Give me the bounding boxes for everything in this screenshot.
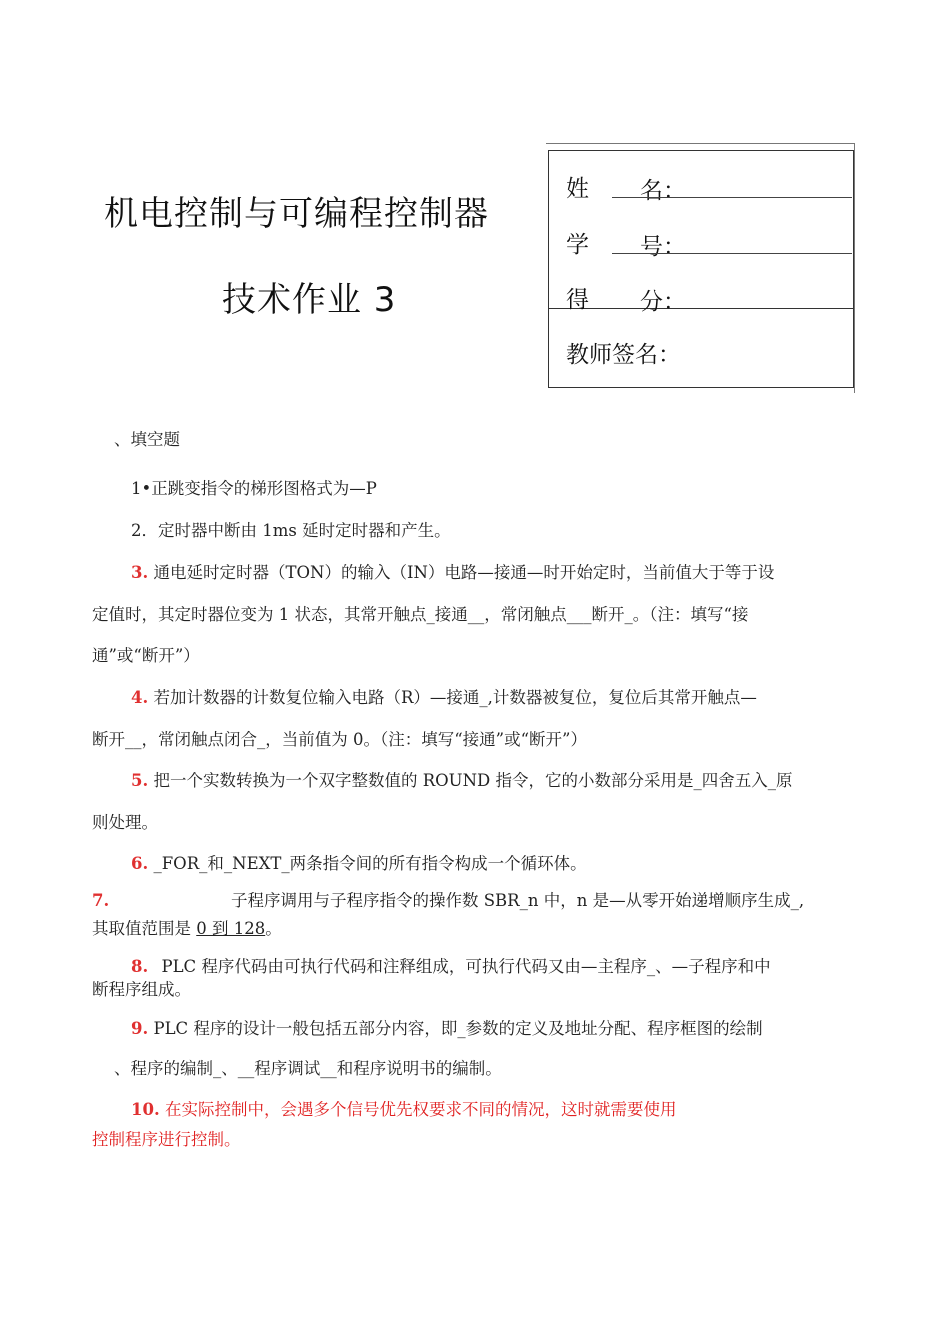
name-field-line[interactable] <box>612 197 852 198</box>
question-4-number: 4. <box>131 688 149 707</box>
question-9-text: PLC 程序的设计一般包括五部分内容，即_参数的定义及地址分配、程序框图的绘制 <box>153 1019 763 1038</box>
question-3-line2: 定值时，其定时器位变为 1 状态，其常开触点_接通__，常闭触点___断开_。（注：填写“接 <box>92 605 749 624</box>
question-10-line1 <box>131 1098 676 1122</box>
question-7-line2-suffix: 。 <box>265 919 282 938</box>
student-id-label-char2: 号： <box>640 234 686 260</box>
question-3-text: 通电延时定时器（TON）的输入（IN）电路—接通—时开始定时，当前值大于等于设 <box>153 563 775 582</box>
question-5-line1 <box>131 769 793 793</box>
question-7-line1: 子程序调用与子程序指令的操作数 SBR_n 中，n 是—从零开始递增顺序生成_, <box>231 891 805 910</box>
info-box-divider <box>548 308 854 309</box>
question-7-number: 7. <box>92 891 110 910</box>
question-3-line1 <box>131 561 774 585</box>
question-4-line1 <box>131 686 757 710</box>
question-10-line2: 控制程序进行控制。 <box>92 1130 241 1149</box>
name-label-char2: 名： <box>640 178 686 204</box>
question-8-line1 <box>131 955 771 979</box>
document-title-line2: 技术作业 3 <box>222 280 397 320</box>
question-5-line2: 则处理。 <box>92 813 158 832</box>
name-label-char1: 姓 <box>566 176 589 202</box>
question-10-number: 10. <box>131 1100 160 1119</box>
question-5-text: 把一个实数转换为一个双字整数值的 ROUND 指令，它的小数部分采用是_四舍五入_原 <box>153 771 793 790</box>
question-4-text: 若加计数器的计数复位输入电路（R）—接通_,计数器被复位，复位后其常开触点— <box>153 688 757 707</box>
question-8-number: 8. <box>131 957 149 976</box>
question-9-line1 <box>131 1017 763 1041</box>
section-heading: 、填空题 <box>114 430 180 449</box>
question-3-number: 3. <box>131 563 149 582</box>
question-3-line3: 通”或“断开”） <box>92 646 200 665</box>
question-9-number: 9. <box>131 1019 149 1038</box>
question-7-line2-prefix: 其取值范围是 <box>92 919 197 938</box>
question-4-line2: 断开__，常闭触点闭合_，当前值为 0。（注：填写“接通”或“断开”） <box>92 730 587 749</box>
document-title-line1: 机电控制与可编程控制器 <box>104 194 489 234</box>
question-1: 1•正跳变指令的梯形图格式为—P <box>131 479 377 498</box>
question-6-line1 <box>131 852 587 876</box>
question-10-text: 在实际控制中，会遇多个信号优先权要求不同的情况，这时就需要使用 <box>164 1100 677 1119</box>
question-8-line2: 断程序组成。 <box>92 980 191 999</box>
question-7-line2 <box>92 917 282 941</box>
question-6-number: 6. <box>131 854 149 873</box>
score-label-char2: 分： <box>640 289 686 315</box>
question-9-line2: 、程序的编制_、__程序调试__和程序说明书的编制。 <box>114 1059 502 1078</box>
question-8-text: PLC 程序代码由可执行代码和注释组成，可执行代码又由—主程序_、—子程序和中 <box>161 957 771 976</box>
question-6-text: _FOR_和_NEXT_两条指令间的所有指令构成一个循环体。 <box>153 854 587 873</box>
student-id-label-char1: 学 <box>566 232 589 258</box>
question-2: 2．定时器中断由 1ms 延时定时器和产生。 <box>131 521 451 540</box>
teacher-signature-label: 教师签名： <box>566 342 681 368</box>
question-5-number: 5. <box>131 771 149 790</box>
question-7-answer: 0 到 128 <box>196 919 266 938</box>
score-label-char1: 得 <box>566 287 589 313</box>
student-id-field-line[interactable] <box>612 253 852 254</box>
